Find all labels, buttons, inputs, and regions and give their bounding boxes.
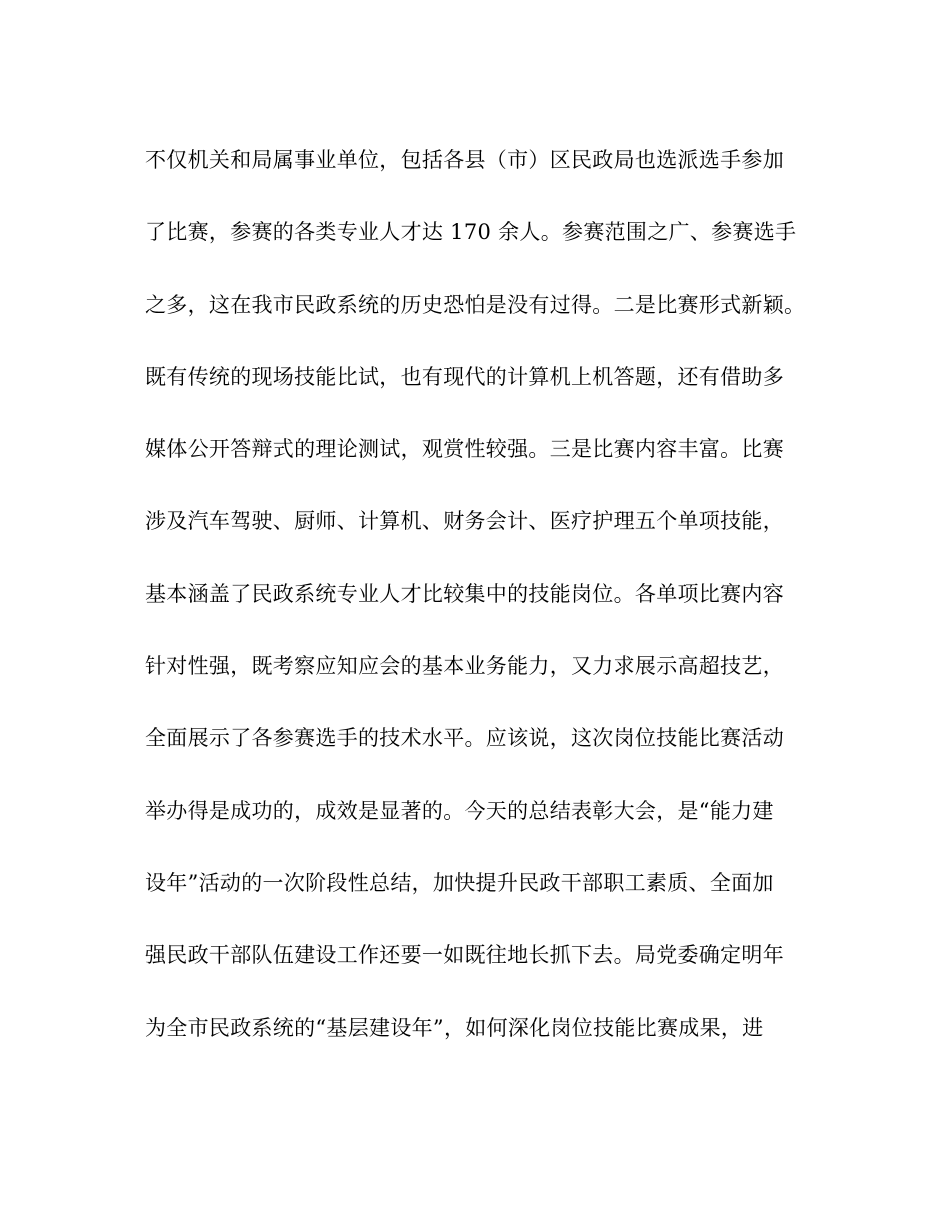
- text-line: 不仅机关和局属事业单位，包括各县（市）区民政局也选派选手参加: [145, 148, 784, 172]
- text-line: 既有传统的现场技能比试，也有现代的计算机上机答题，还有借助多: [145, 364, 784, 389]
- text-line: 涉及汽车驾驶、厨师、计算机、财务会计、医疗护理五个单项技能，: [145, 509, 784, 534]
- text-line: 设年”活动的一次阶段性总结，加快提升民政干部职工素质、全面加: [145, 870, 774, 895]
- text-line: 强民政干部队伍建设工作还要一如既往地长抓下去。局党委确定明年: [145, 943, 784, 968]
- text-line: 针对性强，既考察应知应会的基本业务能力，又力求展示高超技艺，: [145, 654, 784, 679]
- body-text: [145, 140, 835, 1080]
- text-line: 之多，这在我市民政系统的历史恐怕是没有过得。二是比赛形式新颖。: [145, 292, 806, 317]
- text-line: 基本涵盖了民政系统专业人才比较集中的技能岗位。各单项比赛内容: [145, 581, 784, 606]
- text-line: 为全市民政系统的“基层建设年”，如何深化岗位技能比赛成果，进: [145, 1015, 764, 1040]
- text-line: 全面展示了各参赛选手的技术水平。应该说，这次岗位技能比赛活动: [145, 726, 784, 751]
- text-line: 举办得是成功的，成效是显著的。今天的总结表彰大会，是“能力建: [145, 798, 774, 823]
- text-line: 了比赛，参赛的各类专业人才达 170 余人。参赛范围之广、参赛选手: [145, 220, 797, 245]
- text-line: 媒体公开答辩式的理论测试，观赏性较强。三是比赛内容丰富。比赛: [145, 437, 784, 462]
